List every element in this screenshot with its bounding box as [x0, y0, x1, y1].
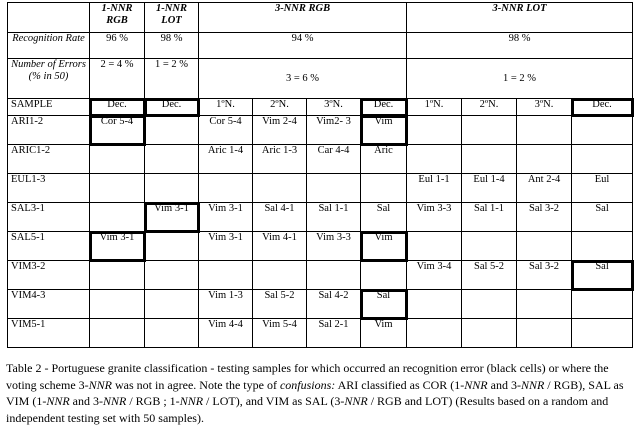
- table-row: [8, 174, 633, 203]
- result-cell: Vim: [361, 232, 407, 261]
- result-cell: [517, 290, 572, 319]
- method-header-row: [8, 3, 633, 33]
- caption-nnr: NNR: [179, 394, 204, 408]
- caption-text: Table 2 - Portuguese granite classification - testing samples for which occurred an recognition error (black cells) or where the voting scheme 3-: [6, 361, 609, 392]
- errors-3nnr-lot: 1 = 2 %: [407, 59, 633, 99]
- data-rows: [8, 116, 633, 348]
- result-cell: [90, 145, 145, 174]
- recognition-rate-row: [8, 33, 633, 59]
- result-cell: Sal 5-2: [462, 261, 517, 290]
- result-cell: [253, 261, 307, 290]
- result-cell: Vim 3-1: [199, 232, 253, 261]
- header-1nnr-lot: 1-NNR LOT: [145, 3, 199, 33]
- result-cell: Sal 3-2: [517, 203, 572, 232]
- sample-cell: EUL1-3: [8, 174, 90, 203]
- result-cell: [572, 232, 633, 261]
- result-cell: Vim: [361, 319, 407, 348]
- result-cell: Vim 3-1: [199, 203, 253, 232]
- result-cell: [90, 261, 145, 290]
- result-cell: Vim 3-1: [145, 203, 199, 232]
- result-cell: [90, 203, 145, 232]
- result-cell: Aric 1-4: [199, 145, 253, 174]
- result-cell: [145, 145, 199, 174]
- caption-nnr: NNR: [46, 394, 70, 408]
- caption-text: ARI classified as COR (1-: [335, 377, 465, 392]
- table-row: [8, 145, 633, 174]
- result-cell: Vim 3-4: [407, 261, 462, 290]
- result-cell: [462, 290, 517, 319]
- subheader-2n: 2ºN.: [253, 99, 307, 116]
- result-cell: Cor 5-4: [199, 116, 253, 145]
- subheader-3n: 3ºN.: [307, 99, 361, 116]
- table-row: [8, 319, 633, 348]
- result-cell: Eul 1-4: [462, 174, 517, 203]
- header-3nnr-rgb: 3-NNR RGB: [199, 3, 407, 33]
- sample-cell: ARIC1-2: [8, 145, 90, 174]
- result-cell: [517, 232, 572, 261]
- result-cell: [407, 232, 462, 261]
- sample-cell: SAL5-1: [8, 232, 90, 261]
- caption-nnr: NNR: [464, 377, 488, 392]
- result-cell: [407, 145, 462, 174]
- rate-1nnr-lot: 98 %: [145, 33, 199, 59]
- errors-1nnr-rgb: 2 = 4 %: [90, 59, 145, 99]
- caption-nnr: NNR: [103, 394, 127, 408]
- caption-nnr: NNR: [344, 394, 368, 408]
- subheader-dec: Dec.: [90, 99, 145, 116]
- result-cell: Sal: [361, 203, 407, 232]
- caption-text: / LOT), and VIM as SAL (3-: [203, 394, 345, 408]
- result-cell: [90, 319, 145, 348]
- result-cell: [307, 174, 361, 203]
- number-errors-row: [8, 59, 633, 99]
- result-cell: [253, 174, 307, 203]
- corner-cell: [8, 3, 90, 33]
- result-cell: Vim 3-3: [307, 232, 361, 261]
- result-cell: Vim 4-1: [253, 232, 307, 261]
- result-cell: Vim 3-3: [407, 203, 462, 232]
- result-cell: [361, 174, 407, 203]
- caption-text: / RGB), SAL as VIM (1-: [6, 377, 624, 408]
- result-cell: [517, 319, 572, 348]
- table-row: [8, 203, 633, 232]
- caption-text: / RGB and LOT) (Results based on a random and independent testing set with 50 samples).: [6, 394, 609, 425]
- rate-3nnr-rgb: 94 %: [199, 33, 407, 59]
- result-cell: [145, 261, 199, 290]
- errors-3nnr-rgb: 3 = 6 %: [199, 59, 407, 99]
- table-row: [8, 116, 633, 145]
- result-cell: Vim: [361, 116, 407, 145]
- result-cell: [517, 116, 572, 145]
- subheader-3n: 3ºN.: [517, 99, 572, 116]
- table-row: [8, 232, 633, 261]
- subheader-dec: Dec.: [572, 99, 633, 116]
- result-cell: Vim 2-4: [253, 116, 307, 145]
- caption-nnr: NNR: [520, 377, 545, 392]
- sample-cell: VIM5-1: [8, 319, 90, 348]
- result-cell: [462, 145, 517, 174]
- result-cell: [462, 319, 517, 348]
- result-cell: [90, 290, 145, 319]
- result-cell: [572, 319, 633, 348]
- sample-cell: SAL3-1: [8, 203, 90, 232]
- table-caption: [6, 360, 634, 426]
- result-cell: [517, 145, 572, 174]
- result-cell: [407, 116, 462, 145]
- result-cell: Sal 1-1: [462, 203, 517, 232]
- rate-3nnr-lot: 98 %: [407, 33, 633, 59]
- errors-1nnr-lot: 1 = 2 %: [145, 59, 199, 99]
- header-1nnr-rgb: 1-NNR RGB: [90, 3, 145, 33]
- result-cell: [462, 232, 517, 261]
- caption-nnr: NNR: [88, 377, 112, 392]
- subheader-1n: 1ºN.: [407, 99, 462, 116]
- caption-text: / RGB ; 1-: [126, 394, 180, 408]
- sample-cell: VIM4-3: [8, 290, 90, 319]
- result-cell: [407, 290, 462, 319]
- result-cell: Sal 1-1: [307, 203, 361, 232]
- result-cell: Sal 2-1: [307, 319, 361, 348]
- result-cell: Aric 1-3: [253, 145, 307, 174]
- caption-text: and 3-: [487, 377, 521, 392]
- header-3nnr-lot: 3-NNR LOT: [407, 3, 633, 33]
- subheader-row: [8, 99, 633, 116]
- result-cell: [90, 174, 145, 203]
- result-cell: [199, 261, 253, 290]
- result-cell: Sal: [572, 203, 633, 232]
- result-cell: [462, 116, 517, 145]
- result-cell: Sal 5-2: [253, 290, 307, 319]
- subheader-2n: 2ºN.: [462, 99, 517, 116]
- recognition-rate-label: Recognition Rate: [8, 33, 90, 59]
- subheader-dec: Dec.: [145, 99, 199, 116]
- result-cell: Vim 3-1: [90, 232, 145, 261]
- result-cell: [407, 319, 462, 348]
- number-errors-label: Number of Errors (% in 50): [8, 59, 90, 99]
- result-cell: [361, 261, 407, 290]
- result-cell: Vim 5-4: [253, 319, 307, 348]
- caption-confusions: confusions:: [279, 377, 336, 392]
- subheader-1n: 1ºN.: [199, 99, 253, 116]
- result-cell: Car 4-4: [307, 145, 361, 174]
- result-cell: [145, 116, 199, 145]
- result-cell: [145, 174, 199, 203]
- result-cell: Vim 4-4: [199, 319, 253, 348]
- sample-cell: ARI1-2: [8, 116, 90, 145]
- result-cell: Eul: [572, 174, 633, 203]
- result-cell: Sal 3-2: [517, 261, 572, 290]
- result-cell: [572, 145, 633, 174]
- result-cell: [145, 232, 199, 261]
- result-cell: Cor 5-4: [90, 116, 145, 145]
- result-cell: [145, 319, 199, 348]
- result-cell: Aric: [361, 145, 407, 174]
- caption-text: was not in agree. Note the type of: [112, 377, 280, 392]
- result-cell: [572, 116, 633, 145]
- result-cell: Sal 4-2: [307, 290, 361, 319]
- result-cell: Sal: [361, 290, 407, 319]
- subheader-dec: Dec.: [361, 99, 407, 116]
- result-cell: [145, 290, 199, 319]
- table-row: [8, 261, 633, 290]
- sample-cell: VIM3-2: [8, 261, 90, 290]
- result-cell: [199, 174, 253, 203]
- result-cell: [307, 261, 361, 290]
- result-cell: Vim2- 3: [307, 116, 361, 145]
- results-table: [7, 2, 633, 348]
- result-cell: Eul 1-1: [407, 174, 462, 203]
- result-cell: Vim 1-3: [199, 290, 253, 319]
- result-cell: [572, 290, 633, 319]
- result-cell: Sal: [572, 261, 633, 290]
- result-cell: Sal 4-1: [253, 203, 307, 232]
- table-row: [8, 290, 633, 319]
- rate-1nnr-rgb: 96 %: [90, 33, 145, 59]
- subheader-sample: SAMPLE: [8, 99, 90, 116]
- caption-text: and 3-: [69, 394, 103, 408]
- result-cell: Ant 2-4: [517, 174, 572, 203]
